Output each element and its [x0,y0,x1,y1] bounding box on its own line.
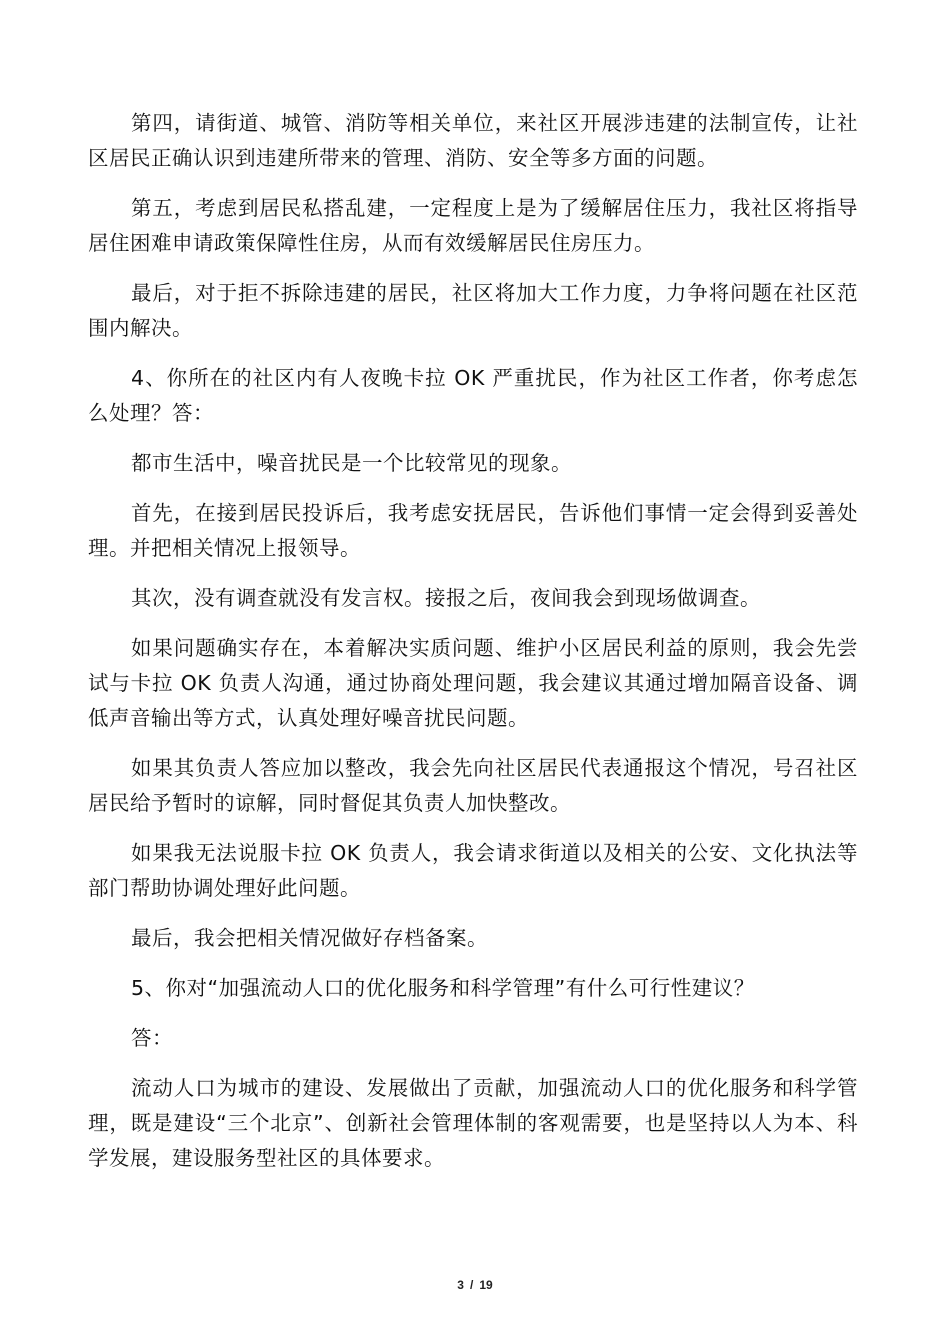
paragraph-1: 第四，请街道、城管、消防等相关单位，来社区开展涉违建的法制宣传，让社区居民正确认识到违建所带来的管理、消防、安全等多方面的问题。 [88,111,858,170]
page-separator: / [469,1278,474,1292]
question-4: 4、你所在的社区内有人夜晚卡拉 OK 严重扰民，作为社区工作者，你考虑怎么处理？答： [88,366,858,425]
paragraph-11: 最后，我会把相关情况做好存档备案。 [131,926,488,950]
paragraph-9: 如果其负责人答应加以整改，我会先向社区居民代表通报这个情况，号召社区居民给予暂时的谅解，同时督促其负责人加快整改。 [88,756,858,815]
paragraph-6: 首先，在接到居民投诉后，我考虑安抚居民，告诉他们事情一定会得到妥善处理。并把相关情况上报领导。 [88,501,858,560]
total-pages: 19 [479,1278,493,1292]
paragraph-7: 其次，没有调查就没有发言权。接报之后，夜间我会到现场做调查。 [131,586,761,610]
page-number [0,1278,950,1292]
answer-label: 答： [131,1026,173,1050]
paragraph-3: 最后，对于拒不拆除违建的居民，社区将加大工作力度，力争将问题在社区范围内解决。 [88,281,858,340]
current-page: 3 [457,1278,464,1292]
paragraph-8: 如果问题确实存在，本着解决实质问题、维护小区居民利益的原则，我会先尝试与卡拉 OK 负责人沟通，通过协商处理问题，我会建议其通过增加隔音设备、调低声音输出等方式，认真处理好噪音扰民问题。 [88,636,858,730]
question-5: 5、你对“加强流动人口的优化服务和科学管理”有什么可行性建议？ [131,976,755,1000]
document-body [88,106,858,1191]
paragraph-14: 流动人口为城市的建设、发展做出了贡献，加强流动人口的优化服务和科学管理，既是建设“三个北京”、创新社会管理体制的客观需要，也是坚持以人为本、科学发展，建设服务型社区的具体要求。 [88,1076,858,1170]
paragraph-5: 都市生活中，噪音扰民是一个比较常见的现象。 [131,451,572,475]
paragraph-2: 第五，考虑到居民私搭乱建，一定程度上是为了缓解居住压力，我社区将指导居住困难申请政策保障性住房，从而有效缓解居民住房压力。 [88,196,858,255]
paragraph-10: 如果我无法说服卡拉 OK 负责人，我会请求街道以及相关的公安、文化执法等部门帮助协调处理好此问题。 [88,841,858,900]
